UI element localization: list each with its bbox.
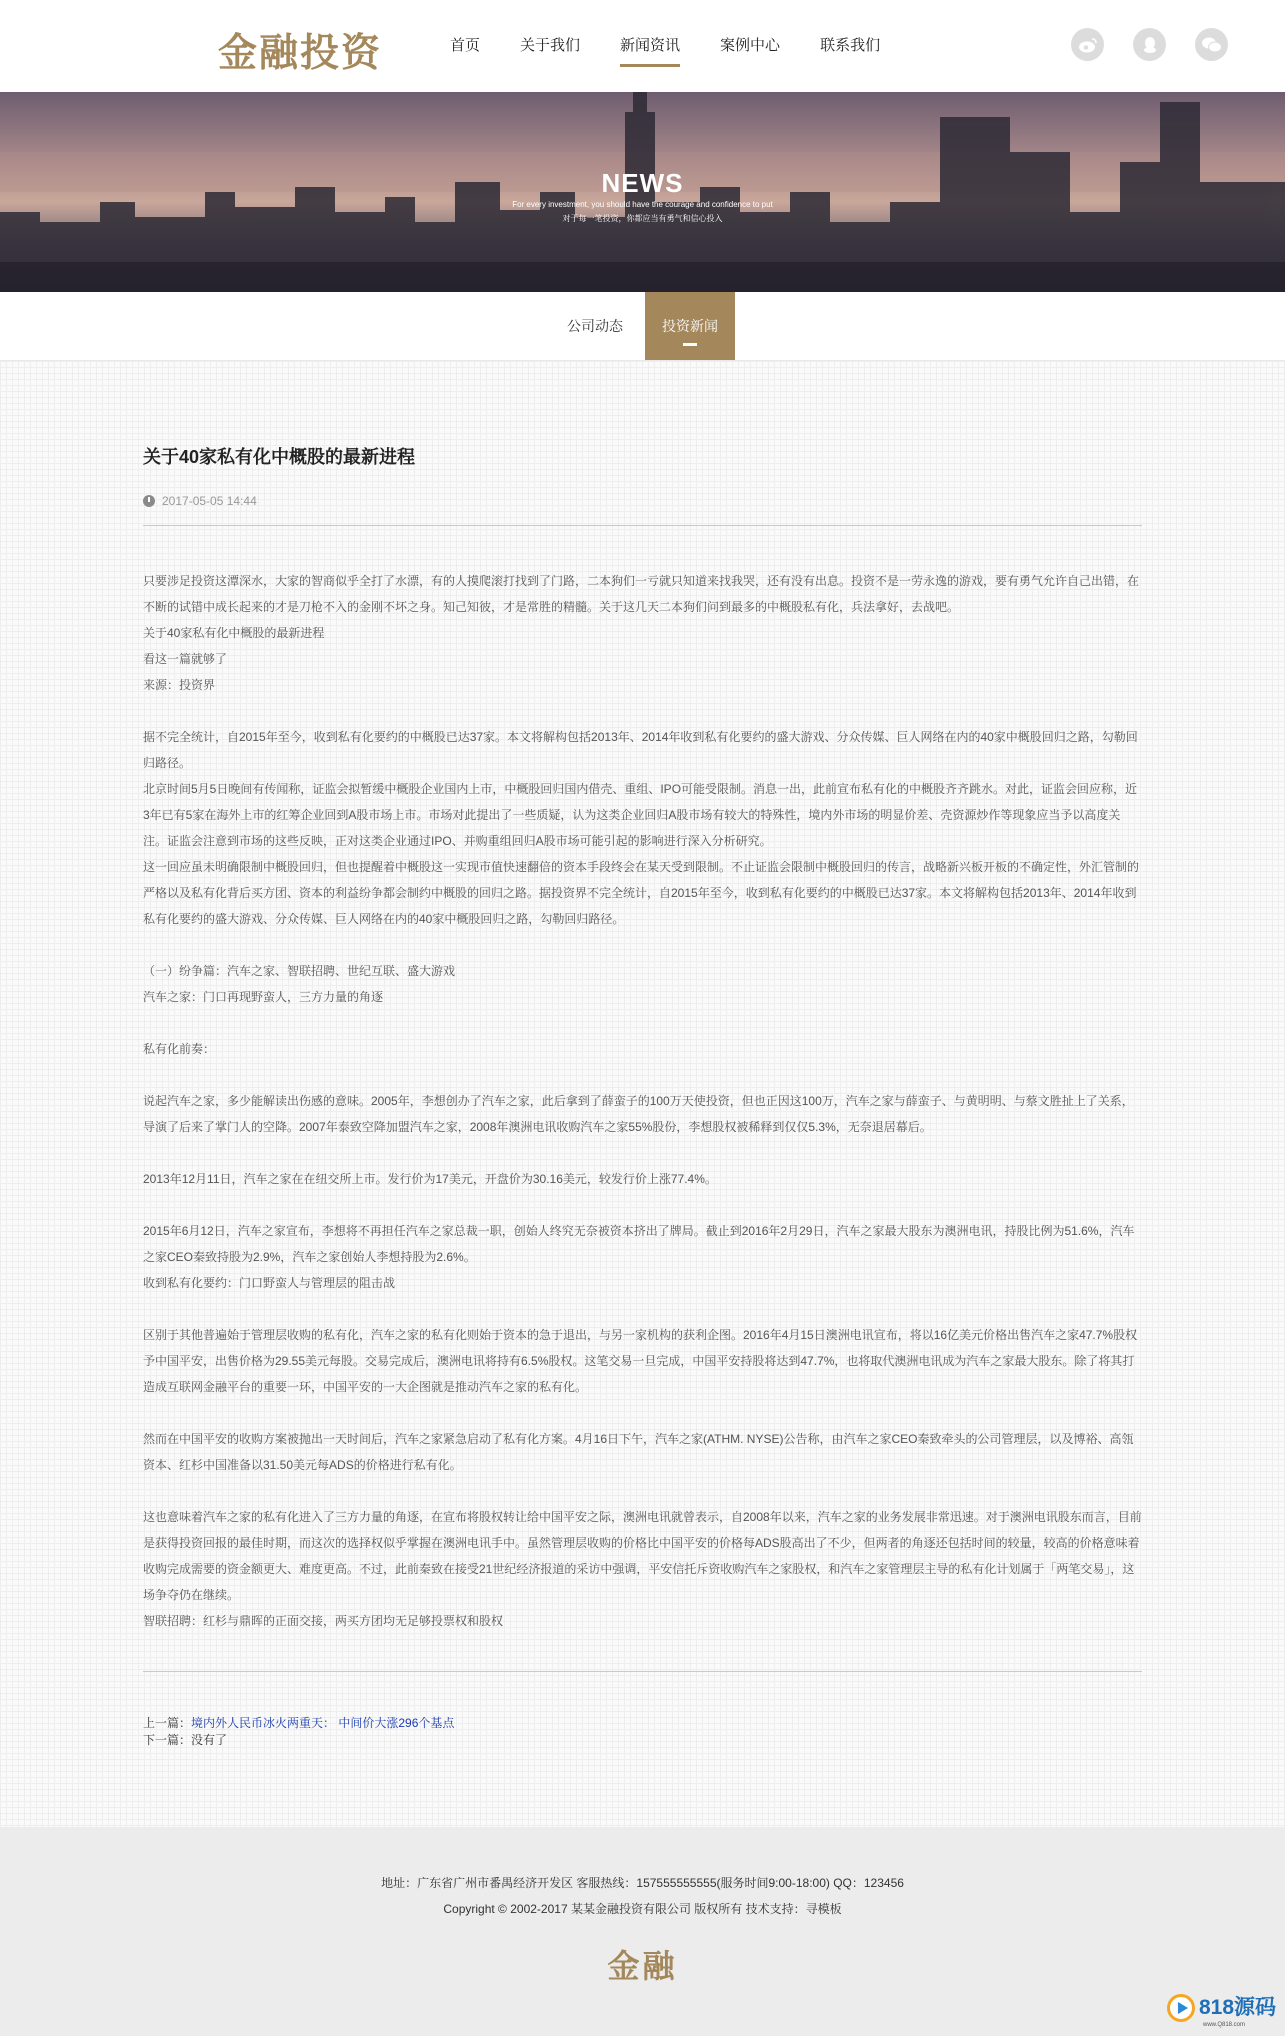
article-paragraph: 区别于其他普遍始于管理层收购的私有化，汽车之家的私有化则始于资本的急于退出，与另一家机构的获利企图。2016年4月15日澳洲电讯宣布，将以16亿美元价格出售汽车之家47.7%股权予中国平安，出售价格为29.55美元每股。交易完成后，澳洲电讯将持有6.5%股权。这笔交易一旦完成，中国平安持股将达到47.7%，也将取代澳洲电讯成为汽车之家最大股东。除了将其打造成互联网金融平台的重要一环，中国平安的一大企图就是推动汽车之家的私有化。 (143, 1328, 1138, 1394)
clock-icon (143, 495, 155, 507)
watermark (1167, 1994, 1277, 2028)
prev-article (143, 1714, 454, 1731)
banner-title: NEWS (601, 168, 684, 198)
footer-address: 地址：广东省广州市番禺经济开发区 客服热线：157555555555(服务时间9:00-18:00) QQ：123456 (381, 1876, 904, 1890)
divider-top (143, 525, 1142, 526)
nav-item-cases[interactable]: 案例中心 (720, 37, 781, 54)
article-paragraph: 2015年6月12日，汽车之家宣布，李想将不再担任汽车之家总裁一职，创始人终究无奈被资本挤出了牌局。截止到2016年2月29日，汽车之家最大股东为澳洲电讯，持股比例为51.6%，汽车之家CEO秦致持股为2.9%，汽车之家创始人李想持股为2.6%。 (143, 1224, 1135, 1264)
header (0, 0, 1285, 92)
article-paragraph: （一）纷争篇：汽车之家、智联招聘、世纪互联、盛大游戏 (143, 964, 456, 978)
next-article (143, 1731, 227, 1748)
wechat-icon[interactable] (1195, 28, 1228, 61)
article-date: 2017-05-05 14:44 (162, 494, 257, 508)
page-banner (0, 92, 1285, 292)
nav-item-news[interactable]: 新闻资讯 (600, 0, 700, 92)
article-paragraph: 只要涉足投资这潭深水，大家的智商似乎全打了水漂，有的人摸爬滚打找到了门路，二本狗们一亏就只知道来找我哭，还有没有出息。投资不是一劳永逸的游戏，要有勇气允许自己出错，在不断的试错中成长起来的才是刀枪不入的金刚不坏之身。知己知彼，才是常胜的精髓。关于这几天二本狗们问到最多的中概股私有化，兵法拿好，去战吧。 (143, 574, 1140, 614)
tab-investment-news[interactable]: 投资新闻 (645, 292, 735, 360)
banner-subtitle-cn: 对于每一笔投资，你都应当有勇气和信心投入 (562, 214, 723, 223)
divider-bottom (143, 1671, 1142, 1672)
article-paragraph: 私有化前奏： (143, 1042, 216, 1056)
prev-article-link[interactable]: 境内外人民币冰火两重天： 中间价大涨296个基点 (191, 1716, 455, 1730)
article-paragraph: 智联招聘：红杉与鼎晖的正面交接，两买方团均无足够投票权和股权 (143, 1614, 504, 1628)
paragraph-gap (143, 1296, 1142, 1322)
article-paragraph: 汽车之家：门口再现野蛮人，三方力量的角逐 (143, 990, 384, 1004)
article-title: 关于40家私有化中概股的最新进程 (143, 447, 416, 467)
paragraph-gap (143, 1062, 1142, 1088)
next-article-value: 没有了 (191, 1733, 228, 1747)
qq-icon[interactable] (1133, 28, 1166, 61)
main-nav (430, 0, 900, 92)
paragraph-gap (143, 932, 1142, 958)
weibo-icon[interactable] (1071, 28, 1104, 61)
banner-subtitle-en: For every investment, you should have the courage and confidence to put (512, 200, 773, 209)
paragraph-gap (143, 1140, 1142, 1166)
paragraph-gap (143, 1010, 1142, 1036)
paragraph-gap (143, 1478, 1142, 1504)
footer (0, 1827, 1285, 2036)
prev-label: 上一篇： (143, 1716, 192, 1730)
paragraph-gap (143, 698, 1142, 724)
nav-item-contact[interactable]: 联系我们 (820, 37, 881, 54)
watermark-text: 818源码 (1199, 1996, 1277, 2019)
article-meta (143, 494, 257, 508)
next-label: 下一篇： (143, 1733, 192, 1747)
article-paragraph: 关于40家私有化中概股的最新进程 (143, 626, 325, 640)
footer-copyright: Copyright © 2002-2017 某某金融投资有限公司 版权所有 技术支持：寻模板 (443, 1902, 842, 1916)
sub-nav (0, 292, 1285, 361)
article-paragraph: 然而在中国平安的收购方案被抛出一天时间后，汽车之家紧急启动了私有化方案。4月16日下午，汽车之家(ATHM. NYSE)公告称，由汽车之家CEO秦致牵头的公司管理层，以及博裕、高瓴资本、红杉中国准备以31.50美元每ADS的价格进行私有化。 (143, 1432, 1134, 1472)
watermark-url: www.Q818.com (1203, 2022, 1246, 2028)
paragraph-gap (143, 1192, 1142, 1218)
article-body (143, 568, 1142, 1634)
nav-item-home[interactable]: 首页 (450, 37, 481, 54)
nav-item-about[interactable]: 关于我们 (520, 37, 581, 54)
article-section (0, 361, 1285, 1827)
article-paragraph: 这也意味着汽车之家的私有化进入了三方力量的角逐，在宣布将股权转让给中国平安之际，澳洲电讯就曾表示，自2008年以来，汽车之家的业务发展非常迅速。对于澳洲电讯股东而言，目前是获得投资回报的最佳时期，而这次的选择权似乎掌握在澳洲电讯手中。虽然管理层收购的价格比中国平安的价格每ADS股高出了不少，但两者的角逐还包括时间的较量，较高的价格意味着收购完成需要的资金额更大、难度更高。不过，此前秦致在接受21世纪经济报道的采访中强调，平安信托斥资收购汽车之家股权，和汽车之家管理层主导的私有化计划属于「两笔交易」，这场争夺仍在继续。 (143, 1510, 1142, 1602)
footer-logo: 金融 (607, 1947, 678, 1985)
article-paragraph: 收到私有化要约：门口野蛮人与管理层的阻击战 (143, 1276, 396, 1290)
article-paragraph: 据不完全统计，自2015年至今，收到私有化要约的中概股已达37家。本文将解构包括2013年、2014年收到私有化要约的盛大游戏、分众传媒、巨人网络在内的40家中概股回归之路，勾勒回归路径。 (143, 730, 1138, 770)
article-paragraph: 北京时间5月5日晚间有传闻称，证监会拟暂缓中概股企业国内上市，中概股回归国内借壳、重组、IPO可能受限制。消息一出，此前宣布私有化的中概股齐齐跳水。对此，证监会回应称，近3年已有5家在海外上市的红筹企业回到A股市场上市。市场对此提出了一些质疑，认为这类企业回归A股市场有较大的特殊性，境内外市场的明显价差、壳资源炒作等现象应当予以高度关注。证监会注意到市场的这些反映，正对这类企业通过IPO、并购重组回归A股市场可能引起的影响进行深入分析研究。 (143, 782, 1138, 848)
article-paragraph: 来源：投资界 (143, 678, 216, 692)
site-logo[interactable]: 金融投资 (218, 30, 383, 76)
play-icon (1167, 1994, 1195, 2022)
article-paragraph: 这一回应虽未明确限制中概股回归，但也提醒着中概股这一实现市值快速翻倍的资本手段终会在某天受到限制。不止证监会限制中概股回归的传言，战略新兴板开板的不确定性，外汇管制的严格以及私有化背后买方团、资本的利益纷争都会制约中概股的回归之路。据投资界不完全统计，自2015年至今，收到私有化要约的中概股已达37家。本文将解构包括2013年、2014年收到私有化要约的盛大游戏、分众传媒、巨人网络在内的40家中概股回归之路，勾勒回归路径。 (143, 860, 1140, 926)
paragraph-gap (143, 1400, 1142, 1426)
tab-company-news[interactable]: 公司动态 (567, 318, 623, 334)
article-paragraph: 说起汽车之家，多少能解读出伤感的意味。2005年，李想创办了汽车之家，此后拿到了薛蛮子的100万天使投资，但也正因这100万，汽车之家与薛蛮子、与黄明明、与蔡文胜扯上了关系，导演了后来了掌门人的空降。2007年泰致空降加盟汽车之家，2008年澳洲电讯收购汽车之家55%股份，李想股权被稀释到仅仅5.3%，无奈退居幕后。 (143, 1094, 1134, 1134)
article-paragraph: 看这一篇就够了 (143, 652, 228, 666)
article-paragraph: 2013年12月11日，汽车之家在在纽交所上市。发行价为17美元，开盘价为30.16美元，较发行价上涨77.4%。 (143, 1172, 717, 1186)
